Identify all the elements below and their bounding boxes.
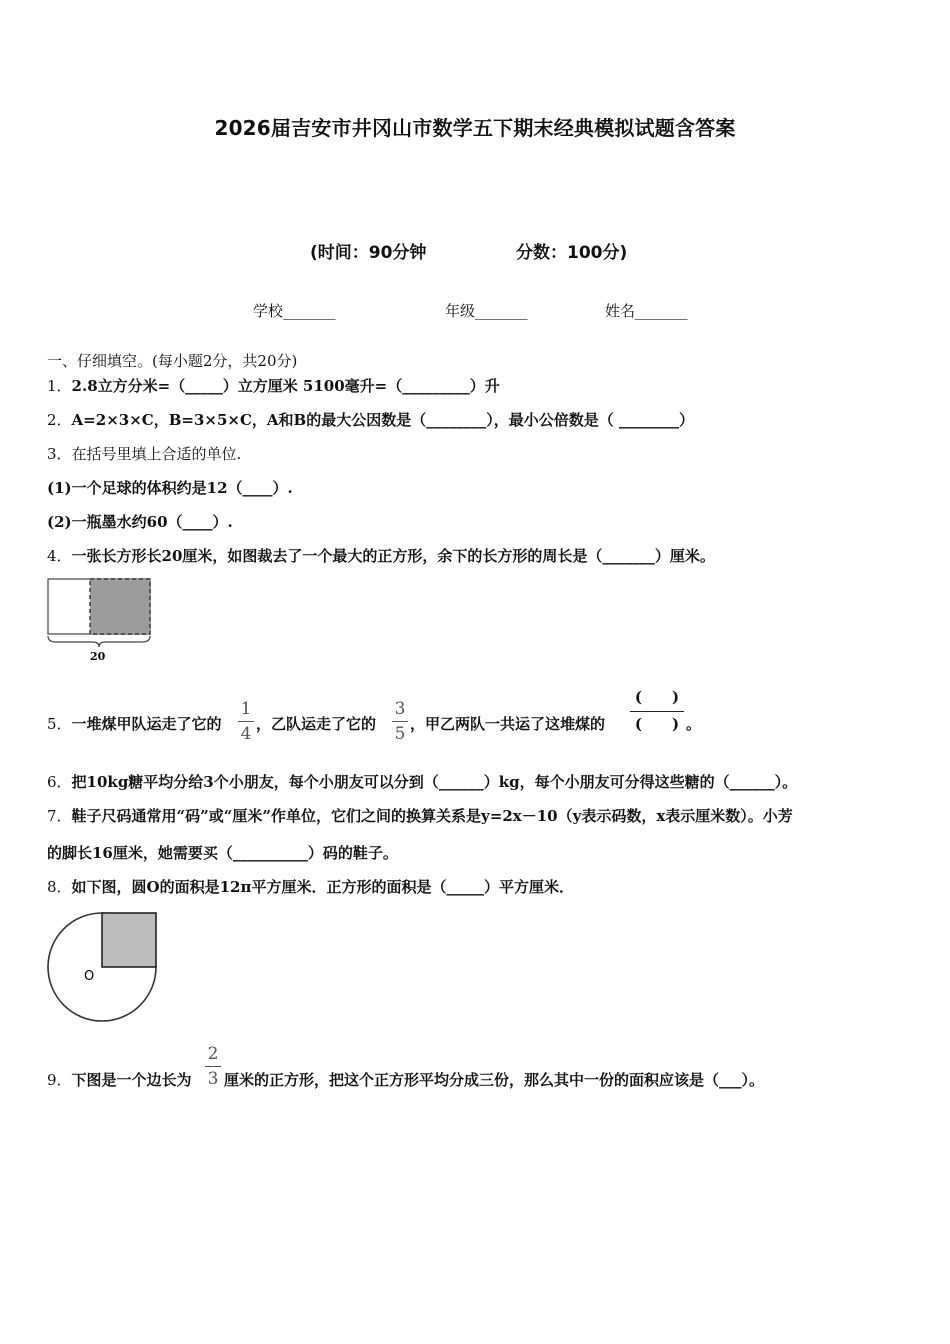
answer-numerator-blank: ( ) <box>634 688 680 706</box>
inscribed-square <box>102 913 156 967</box>
question-number: 7． <box>47 807 72 825</box>
question-text-part-2: ，乙队运走了它的 <box>256 715 377 733</box>
fraction-numerator: 1 <box>240 699 252 719</box>
fraction-one-quarter <box>238 700 254 743</box>
question-number: 9． <box>47 1071 72 1089</box>
question-7 <box>47 806 793 826</box>
question-number: 5． <box>47 715 72 733</box>
fraction-numerator: 3 <box>394 699 406 719</box>
question-7-line-2: 的脚长16厘米，她需要买（__________）码的鞋子。 <box>47 844 398 862</box>
question-text-part-1: 一堆煤甲队运走了它的 <box>71 715 222 733</box>
answer-denominator-blank: ( ) <box>634 715 680 733</box>
page-title: 2026届吉安市井冈山市数学五下期末经典模拟试题含答案 <box>214 116 736 140</box>
question-number: 1． <box>47 377 72 395</box>
question-text: 在括号里填上合适的单位. <box>71 445 242 463</box>
question-3-sub-1: (1)一个足球的体积约是12（____）. <box>47 479 293 497</box>
question-text-part-1: 下图是一个边长为 <box>71 1071 192 1089</box>
answer-fraction-blank <box>630 688 684 733</box>
question-4 <box>47 546 715 566</box>
exam-score: 分数：100分) <box>516 243 628 263</box>
question-text: A=2×3×C，B=3×5×C，A和B的最大公因数是（________），最小公倍数是（ ________） <box>71 411 694 429</box>
question-text-part-2: 厘米的正方形，把这个正方形平均分成三份，那么其中一份的面积应该是（___）。 <box>224 1071 765 1089</box>
question-9 <box>47 1070 192 1090</box>
question-5-end: 。 <box>686 715 702 733</box>
question-number: 8． <box>47 878 72 896</box>
exam-time: (时间：90分钟 <box>310 243 427 263</box>
school-field: 学校_______ <box>253 302 336 320</box>
question-text-part-3: ，甲乙两队一共运了这堆煤的 <box>410 715 606 733</box>
question-1 <box>47 376 500 396</box>
fraction-denominator: 4 <box>240 724 252 744</box>
question-number: 6． <box>47 773 72 791</box>
fraction-two-thirds <box>205 1045 221 1088</box>
fraction-denominator: 3 <box>207 1069 219 1089</box>
question-number: 2． <box>47 411 72 429</box>
question-number: 3． <box>47 445 72 463</box>
rectangle-figure <box>44 576 156 666</box>
question-text-line-1: 鞋子尺码通常用“码”或“厘米”作单位，它们之间的换算关系是y=2x－10（y表示码数，x表示厘米数）。小芳 <box>71 807 793 825</box>
question-2 <box>47 410 694 430</box>
fraction-three-fifths <box>392 700 408 743</box>
question-8 <box>47 877 574 897</box>
question-3-sub-2: (2)一瓶墨水约60（____）. <box>47 513 233 531</box>
fraction-denominator: 5 <box>394 724 406 744</box>
name-field: 姓名_______ <box>605 302 688 320</box>
cut-square <box>90 579 150 634</box>
question-number: 4． <box>47 547 72 565</box>
fraction-numerator: 2 <box>207 1044 219 1064</box>
center-label: O <box>84 969 95 984</box>
question-text: 把10kg糖平均分给3个小朋友，每个小朋友可以分到（______）kg，每个小朋友可分得这些糖的（______）。 <box>71 773 798 791</box>
circle-square-figure <box>44 906 162 1026</box>
question-3 <box>47 444 241 464</box>
question-5 <box>47 714 222 734</box>
question-6 <box>47 772 797 792</box>
section-heading: 一、仔细填空。(每小题2分，共20分) <box>47 352 298 370</box>
grade-field: 年级_______ <box>445 302 528 320</box>
figure-length-label: 20 <box>90 650 106 663</box>
question-text: 如下图，圆O的面积是12π平方厘米．正方形的面积是（_____）平方厘米． <box>71 878 574 896</box>
question-text: 2.8立方分米=（_____）立方厘米 5100毫升=（_________）升 <box>71 377 500 395</box>
question-text: 一张长方形长20厘米，如图裁去了一个最大的正方形，余下的长方形的周长是（_______）厘米。 <box>71 547 715 565</box>
brace-icon <box>48 636 150 647</box>
